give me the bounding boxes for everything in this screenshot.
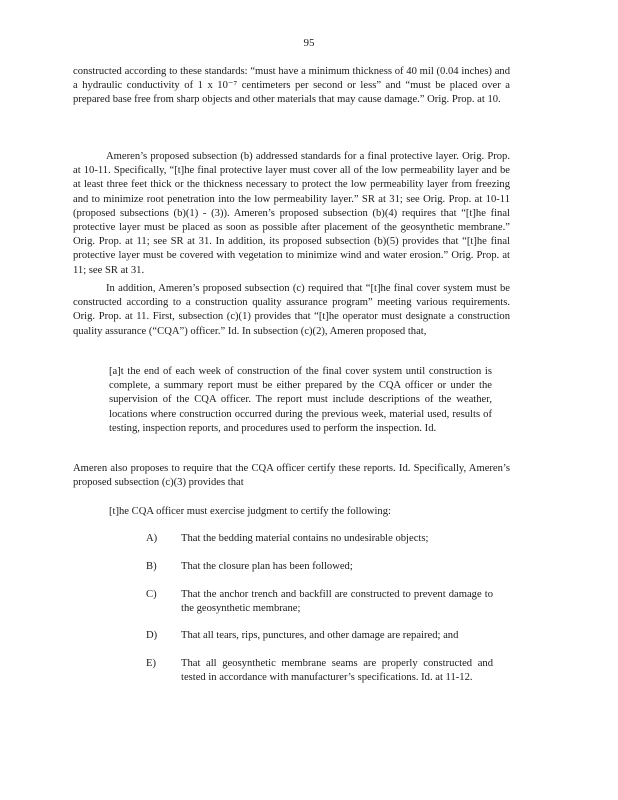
paragraph-standards: constructed according to these standards: “must have a minimum thickness of 40 mil (0.04 inches) and a hydraulic conductivity of 1 x 10⁻⁷ centimeters per second or less” and “must be placed over a prepared base free from sharp objects and other materials that may cause damage.” Orig. Prop. at 10. bbox=[73, 66, 510, 106]
paragraph-final-protective-layer: Ameren’s proposed subsection (b) addressed standards for a final protective layer. Orig. Prop. at 10-11. Specifically, “[t]he final protective layer must cover all of the low permeability layer and be at least three feet thick or the thickness necessary to protect the low permeability layer from freezing and to minimize root penetration into the low permeability layer.” SR at 31; see Orig. Prop. at 10-11 (proposed subsections (b)(1) - (3)). Ameren’s proposed subsection (b)(4) requires that “[t]he final protective layer must be placed as soon as possible after placement of the geosynthetic membrane.” Orig. Prop. at 11; see SR at 31. In addition, its proposed subsection (b)(5) provides that “[t]he final protective layer must be covered with vegetation to minimize wind and water erosion.” Orig. Prop. at 11; see SR at 31. bbox=[73, 151, 510, 276]
list-item-text: That the anchor trench and backfill are constructed to prevent damage to the geosynthetic membrane; bbox=[181, 589, 493, 615]
paragraph-cqa-certify: Ameren also proposes to require that the CQA officer certify these reports. Id. Specifically, Ameren’s proposed subsection (c)(3) provides that bbox=[73, 463, 510, 489]
paragraph-construction-quality: In addition, Ameren’s proposed subsection (c) required that “[t]he final cover system must be constructed according to a construction quality assurance program” meeting various requirements. Orig. Prop. at 11. First, subsection (c)(1) provides that “[t]he operator must designate a construction quality assurance (“CQA”) officer.” Id. In subsection (c)(2), Ameren proposed that, bbox=[73, 283, 510, 337]
list-item-letter: E) bbox=[146, 658, 156, 669]
list-item-text: That all tears, rips, punctures, and other damage are repaired; and bbox=[181, 630, 459, 641]
list-item-text: That the bedding material contains no undesirable objects; bbox=[181, 533, 429, 544]
list-item-letter: D) bbox=[146, 630, 158, 641]
list-item-text: That all geosynthetic membrane seams are properly constructed and tested in accordance with manufacturer’s specifications. Id. at 11-12. bbox=[181, 658, 493, 684]
list-item-letter: C) bbox=[146, 589, 157, 600]
block-quote-summary-report: [a]t the end of each week of construction of the final cover system until construction is complete, a summary report must be either prepared by the CQA officer or under the supervision of the CQA officer. The report must include descriptions of the weather, locations where construction occurred during the previous week, material used, results of testing, inspection reports, and procedures used to perform the inspection. Id. bbox=[109, 366, 492, 434]
list-item-letter: A) bbox=[146, 533, 158, 544]
block-quote-lead: [t]he CQA officer must exercise judgment to certify the following: bbox=[109, 506, 391, 517]
list-item-letter: B) bbox=[146, 561, 157, 572]
list-item-text: That the closure plan has been followed; bbox=[181, 561, 353, 572]
page-number: 95 bbox=[303, 37, 315, 49]
